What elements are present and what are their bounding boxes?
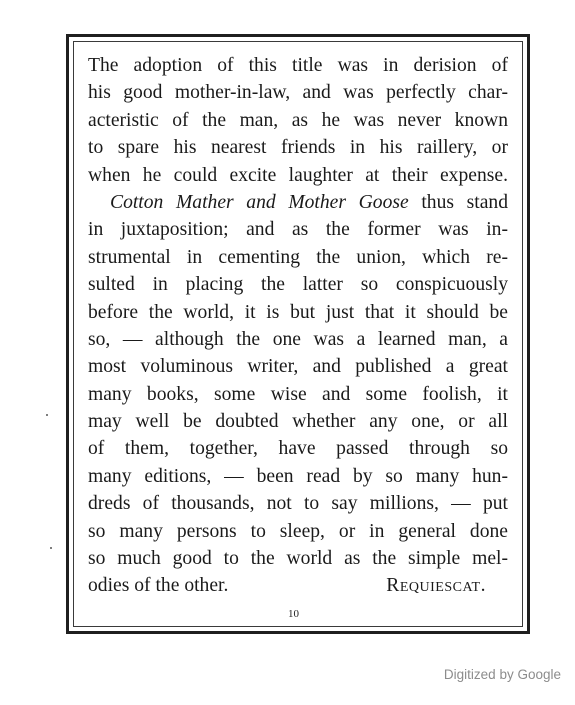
opening-line-rest: thus stand (408, 191, 508, 213)
text-line: may well be doubted whether any one, or all (88, 411, 508, 433)
text-line: many books, some wise and some foolish, it (88, 383, 508, 405)
italic-title-phrase: Cotton Mather and Mother Goose (110, 191, 409, 213)
page-body-text (88, 52, 508, 600)
scan-speck (50, 547, 52, 549)
text-line: acteristic of the man, as he was never known (88, 109, 508, 131)
text-line: so many persons to sleep, or in general done (88, 520, 508, 542)
text-line: in juxtaposition; and as the former was in- (88, 219, 508, 241)
text-line: when he could excite laughter at their expense. (88, 164, 508, 186)
paragraph-opening-line (88, 189, 508, 216)
text-line: his good mother-in-law, and was perfectly char- (88, 82, 508, 104)
text-line: before the world, it is but just that it should be (88, 301, 508, 323)
text-line: sulted in placing the latter so conspicuously (88, 274, 508, 296)
digitized-watermark: Digitized by Google (443, 667, 561, 682)
text-line: dreds of thousands, not to say millions, — put (88, 493, 508, 515)
text-line: most voluminous writer, and published a great (88, 356, 508, 378)
text-line: so much good to the world as the simple mel- (88, 548, 508, 570)
signature: Requiescat. (386, 575, 486, 597)
text-line: of them, together, have passed through so (88, 438, 508, 460)
text-line: The adoption of this title was in derision of (88, 55, 508, 76)
text-line: to spare his nearest friends in his raillery, or (88, 137, 508, 159)
closing-line (88, 572, 508, 599)
scan-speck (46, 414, 48, 416)
text-line: many editions, — been read by so many hun- (88, 465, 508, 487)
text-line: so, — although the one was a learned man, a (88, 328, 508, 350)
closing-line-text: odies of the other. (88, 575, 229, 597)
text-line: strumental in cementing the union, which re- (88, 246, 508, 268)
page-number: 10 (288, 608, 299, 620)
